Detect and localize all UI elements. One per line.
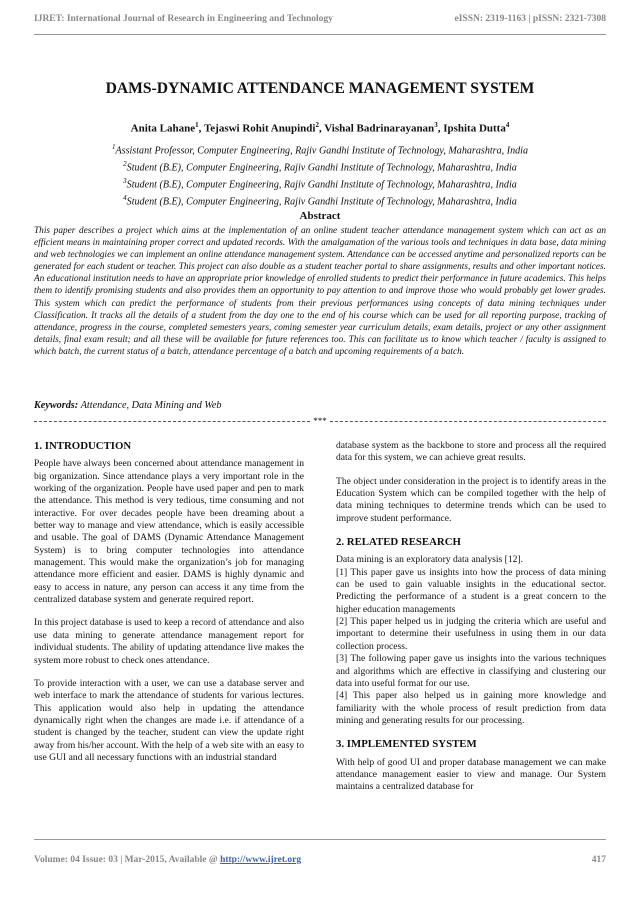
- paper-title: DAMS-DYNAMIC ATTENDANCE MANAGEMENT SYSTEM: [105, 80, 535, 97]
- continued-paragraph: The object under consideration in the project is to identify areas in the Education System which can be compiled together with the help of data mining techniques to determine trends which can be used to improve student performance.: [336, 475, 606, 524]
- journal-name: IJRET: International Journal of Research in Engineering and Technology: [34, 14, 333, 24]
- author-sup: 4: [505, 121, 510, 129]
- abstract-body: This paper describes a project which aims at the implementation of an online student teacher attendance management system which can act as an efficient means in maintaining proper correct and updated records. With the amalgamation of the various tools and techniques in data base, data mining and web technologies we can implement an online attendance management system. Attendance can be accessed anytime and personalized reports can be generated for each student or teacher. This project can also double as a student teacher portal to share assignments, results and other important notices. An educational institution needs to have an appropriate prior knowledge of enrolled students to predict their performance in future academics. This helps them to identify promising students and also provides them an opportunity to pay attention to and improve those who would probably get lower grades. This system which can predict the performance of students from their previous performances using concepts of data mining techniques under Classification. It tracks all the details of a student from the day one to the end of his course which can be used for all reporting purpose, tracking of attendance, progress in the course, completed semesters years, coming semester year curriculum details, exam details, project or any other assignment details, final exam result; and all these will be available for future references too. This can facilitate us to know which teacher / faculty is assigned to which batch, the current status of a batch, attendance percentage of a batch and upcoming requirements of a batch.: [34, 226, 606, 357]
- author-name: Anita Lahane: [130, 122, 196, 135]
- author-name: Ipshita Dutta: [443, 122, 506, 135]
- related-research-heading: 2. RELATED RESEARCH: [336, 536, 461, 549]
- affiliation-list: [34, 141, 606, 209]
- running-header: [34, 14, 606, 24]
- author-sup: 2: [315, 121, 319, 129]
- author-name: Vishal Badrinarayanan: [324, 122, 435, 135]
- separator-stars: ***: [313, 416, 327, 426]
- introduction-heading: 1. INTRODUCTION: [34, 440, 132, 452]
- left-column: [34, 440, 304, 764]
- footer-volume: Volume: 04 Issue: 03 | Mar-2015, Available @ http://www.ijret.org: [34, 855, 302, 865]
- header-rule: [34, 34, 606, 35]
- intro-paragraph: People have always been concerned about attendance management in big organization. Since attendance plays a very important role in the working of the organization. People have used paper and pen to mark the attendance. This method is very tedious, time consuming and not interactive. For over decades people have been dreaming about a better way to manage and view attendance, which is easily accessible and usable. The goal of DAMS (Dynamic Attendance Management System) is to bring computer technologies into attendance management. This would make the organization’s job for managing attendance more efficient and easier. DAMS is highly dynamic and easy to access in nature, any person can access it any time from the centralized database system and generate required report.: [34, 458, 304, 606]
- related-item: [4] This paper also helped us in gaining more knowledge and familiarity with the whole process of result prediction from data mining and generating results for our processing.: [336, 690, 606, 726]
- affiliation: $^3$Student (B.E), Computer Engineering, Rajiv Gandhi Institute of Technology, Maharashtra, India: [123, 177, 517, 191]
- author-list: Anita Lahane$^1$, Tejaswi Rohit Anupindi$^2$, Vishal Badrinarayanan$^3$, Ipshita Dutta$^4$: [130, 121, 510, 135]
- running-footer: [34, 855, 606, 865]
- affiliation: $^2$Student (B.E), Computer Engineering, Rajiv Gandhi Institute of Technology, Maharashtra, India: [123, 160, 517, 174]
- author-name: Tejaswi Rohit Anupindi: [203, 122, 316, 135]
- issn-info: eISSN: 2319-1163 | pISSN: 2321-7308: [454, 14, 606, 24]
- abstract-heading: Abstract: [299, 210, 341, 222]
- implemented-system-heading: 3. IMPLEMENTED SYSTEM: [336, 738, 477, 751]
- author-sup: 3: [434, 121, 438, 129]
- keywords-value: Attendance, Data Mining and Web: [80, 400, 222, 411]
- right-column: [336, 440, 606, 794]
- footer-rule: [34, 839, 606, 840]
- separator-dash-left: [34, 421, 310, 422]
- journal-link[interactable]: http://www.ijret.org: [220, 855, 302, 865]
- section-separator: [34, 416, 606, 426]
- related-item: [1] This paper gave us insights into how the process of data mining can be used to gain valuable insights in the educational sector. Predicting the performance of a student is a great concern to the higher education managements: [336, 566, 606, 615]
- page-number: 417: [591, 855, 606, 865]
- keywords-label: Keywords:: [34, 400, 79, 411]
- related-item: [2] This paper helped us in judging the criteria which are useful and important to determine their usefulness in using them in our data collection process.: [336, 616, 606, 652]
- keywords: [34, 400, 606, 411]
- affiliation: $^4$Student (B.E), Computer Engineering, Rajiv Gandhi Institute of Technology, Maharashtra, India: [123, 194, 517, 208]
- affiliation: $^1$Assistant Professor, Computer Engineering, Rajiv Gandhi Institute of Technology, Maharashtra, India: [111, 143, 529, 157]
- intro-paragraph: To provide interaction with a user, we can use a database server and web interface to mark the attendance of students for various lectures. This application would also help in updating the attendance dynamically right when the changes are made i.e. if attendance of a student is changed by the teacher, student can view the update right away from his/her account. With the help of a web site with an easy to use GUI and all necessary functions with an industrial standard: [34, 677, 304, 763]
- author-sup: 1: [195, 121, 199, 129]
- intro-paragraph: In this project database is used to keep a record of attendance and also use data mining to generate attendance management report for individual students. The ability of updating attendance live makes the system more robust to check ones attendance.: [34, 617, 304, 666]
- related-item: Data mining is an exploratory data analysis [12].: [336, 554, 524, 566]
- related-item: [3] The following paper gave us insights into the various techniques and algorithms which are effective in classifying and clustering our data into useful format for our use.: [336, 653, 606, 689]
- separator-dash-right: [330, 421, 606, 422]
- implemented-paragraph: With help of good UI and proper database management we can make attendance management easier to view and manage. Our System maintains a centralized database for: [336, 756, 606, 793]
- continued-paragraph: database system as the backbone to store and process all the required data for this system, we can achieve great results.: [336, 440, 606, 464]
